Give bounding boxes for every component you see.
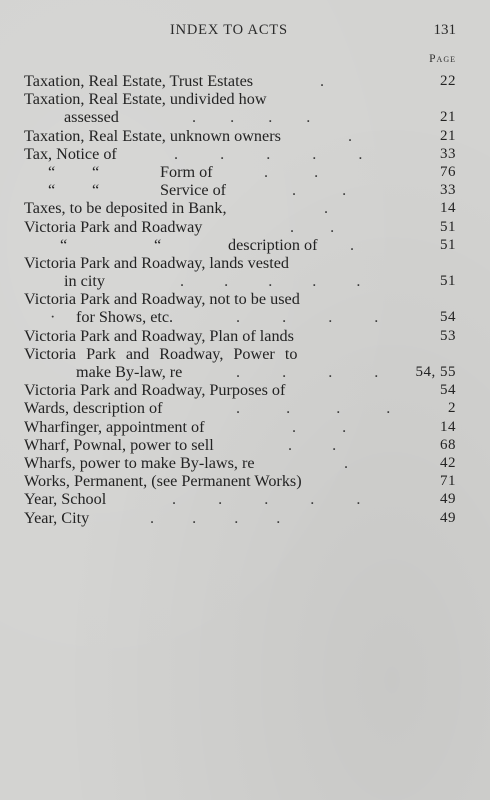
entry-page: 33 [440, 145, 456, 162]
entry-text-continued: make By-law, re [76, 363, 183, 381]
leader-dots: . . . . [236, 399, 392, 418]
entry-text: Wards, description of [24, 399, 163, 418]
index-entry [24, 90, 456, 126]
entry-page: 51 [440, 273, 456, 290]
entry-text-continued: in city [64, 272, 105, 291]
entry-page: 54, 55 [415, 364, 456, 380]
ditto-mark: “ [92, 162, 100, 181]
entry-text: Taxes, to be deposited in Bank, [24, 199, 227, 218]
leader-dots: . [348, 126, 354, 145]
entry-page: 2 [448, 400, 456, 417]
entry-text: Wharfs, power to make By-laws, re [24, 453, 255, 472]
index-entry [24, 327, 456, 345]
entry-text: Year, City [24, 508, 90, 527]
index-entry [24, 127, 456, 145]
entry-text: Taxation, Real Estate, unknown owners [24, 126, 281, 145]
leader-dots: . . [292, 181, 348, 200]
ditto-mark: “ [92, 181, 100, 200]
entry-page: 49 [440, 491, 456, 508]
leader-dots: . . . . [192, 108, 312, 127]
index-entry [24, 381, 456, 399]
entry-text: Victoria Park and Roadway, Purposes of [24, 381, 286, 400]
leader-dots: . . [290, 217, 336, 236]
index-entry [24, 290, 456, 326]
entry-text: Year, School [24, 490, 107, 509]
page-number: 131 [433, 22, 456, 38]
entry-page: 21 [440, 127, 456, 144]
index-entry [24, 199, 456, 217]
index-entry [24, 472, 456, 490]
leader-dots: . . [292, 417, 348, 436]
entry-text: Victoria Park and Roadway, Plan of lands [24, 326, 294, 345]
entry-page: 33 [440, 182, 456, 199]
leader-dots: · [50, 308, 57, 327]
entry-text: Victoria Park and Roadway [24, 217, 203, 236]
leader-dots: . [320, 72, 326, 90]
entry-text: Wharf, Pownal, power to sell [24, 435, 214, 454]
leader-dots: . [350, 235, 356, 254]
index-entry [24, 399, 456, 417]
leader-dots: . . [288, 435, 338, 454]
entry-text: Wharfinger, appointment of [24, 417, 205, 436]
entry-page: 49 [440, 509, 456, 526]
index-entry [24, 181, 456, 199]
entry-page: 14 [440, 418, 456, 435]
entry-page: 71 [440, 473, 456, 490]
ditto-mark: “ [48, 181, 56, 200]
page-column-label: Page [429, 53, 456, 65]
leader-dots: . [324, 199, 330, 218]
index-entry [24, 418, 456, 436]
ditto-mark: “ [154, 235, 162, 254]
entry-text: Victoria Park and Roadway, lands vested [24, 253, 289, 272]
entry-page: 54 [440, 382, 456, 399]
index-entry [24, 454, 456, 472]
index-entry [24, 436, 456, 454]
entry-text: Form of [160, 162, 213, 181]
index-entry [24, 345, 456, 381]
entry-page: 21 [440, 109, 456, 126]
entry-page: 22 [440, 73, 456, 89]
index-entry [24, 490, 456, 508]
entry-text: Works, Permanent, (see Permanent Works) [24, 472, 302, 491]
index-entry [24, 145, 456, 163]
entry-page: 53 [440, 327, 456, 344]
ditto-mark: “ [60, 235, 68, 254]
leader-dots: . . . . [236, 308, 380, 327]
leader-dots: . . . . . [174, 144, 364, 163]
leader-dots: . . . . . [172, 490, 362, 509]
index-entry [24, 236, 456, 254]
index-entries [24, 72, 456, 527]
entry-text: Victoria Park and Roadway, Power to [24, 344, 298, 363]
entry-text: Taxation, Real Estate, undivided how [24, 90, 267, 109]
leader-dots: . . . . [236, 363, 380, 381]
entry-page: 14 [440, 200, 456, 217]
running-head: INDEX TO ACTS [170, 22, 288, 38]
index-entry [24, 163, 456, 181]
leader-dots: . [344, 453, 350, 472]
entry-page: 42 [440, 454, 456, 471]
entry-text: Taxation, Real Estate, Trust Estates [24, 72, 254, 90]
entry-page: 54 [440, 309, 456, 326]
index-entry [24, 218, 456, 236]
ditto-mark: “ [48, 162, 56, 181]
entry-text-continued: for Shows, etc. [76, 308, 174, 327]
entry-text: Tax, Notice of [24, 144, 117, 163]
entry-text: Service of [160, 181, 227, 200]
entry-text: Victoria Park and Roadway, not to be used [24, 290, 300, 309]
entry-page: 68 [440, 436, 456, 453]
entry-text-continued: assessed [64, 108, 119, 127]
entry-page: 51 [440, 218, 456, 235]
index-entry [24, 509, 456, 527]
leader-dots: . . [264, 162, 320, 181]
leader-dots: . . . . . [180, 272, 362, 291]
index-entry [24, 72, 456, 90]
entry-page: 51 [440, 236, 456, 253]
entry-text: description of [228, 235, 318, 254]
leader-dots: . . . . [150, 508, 282, 527]
entry-page: 76 [440, 163, 456, 180]
index-entry [24, 254, 456, 290]
